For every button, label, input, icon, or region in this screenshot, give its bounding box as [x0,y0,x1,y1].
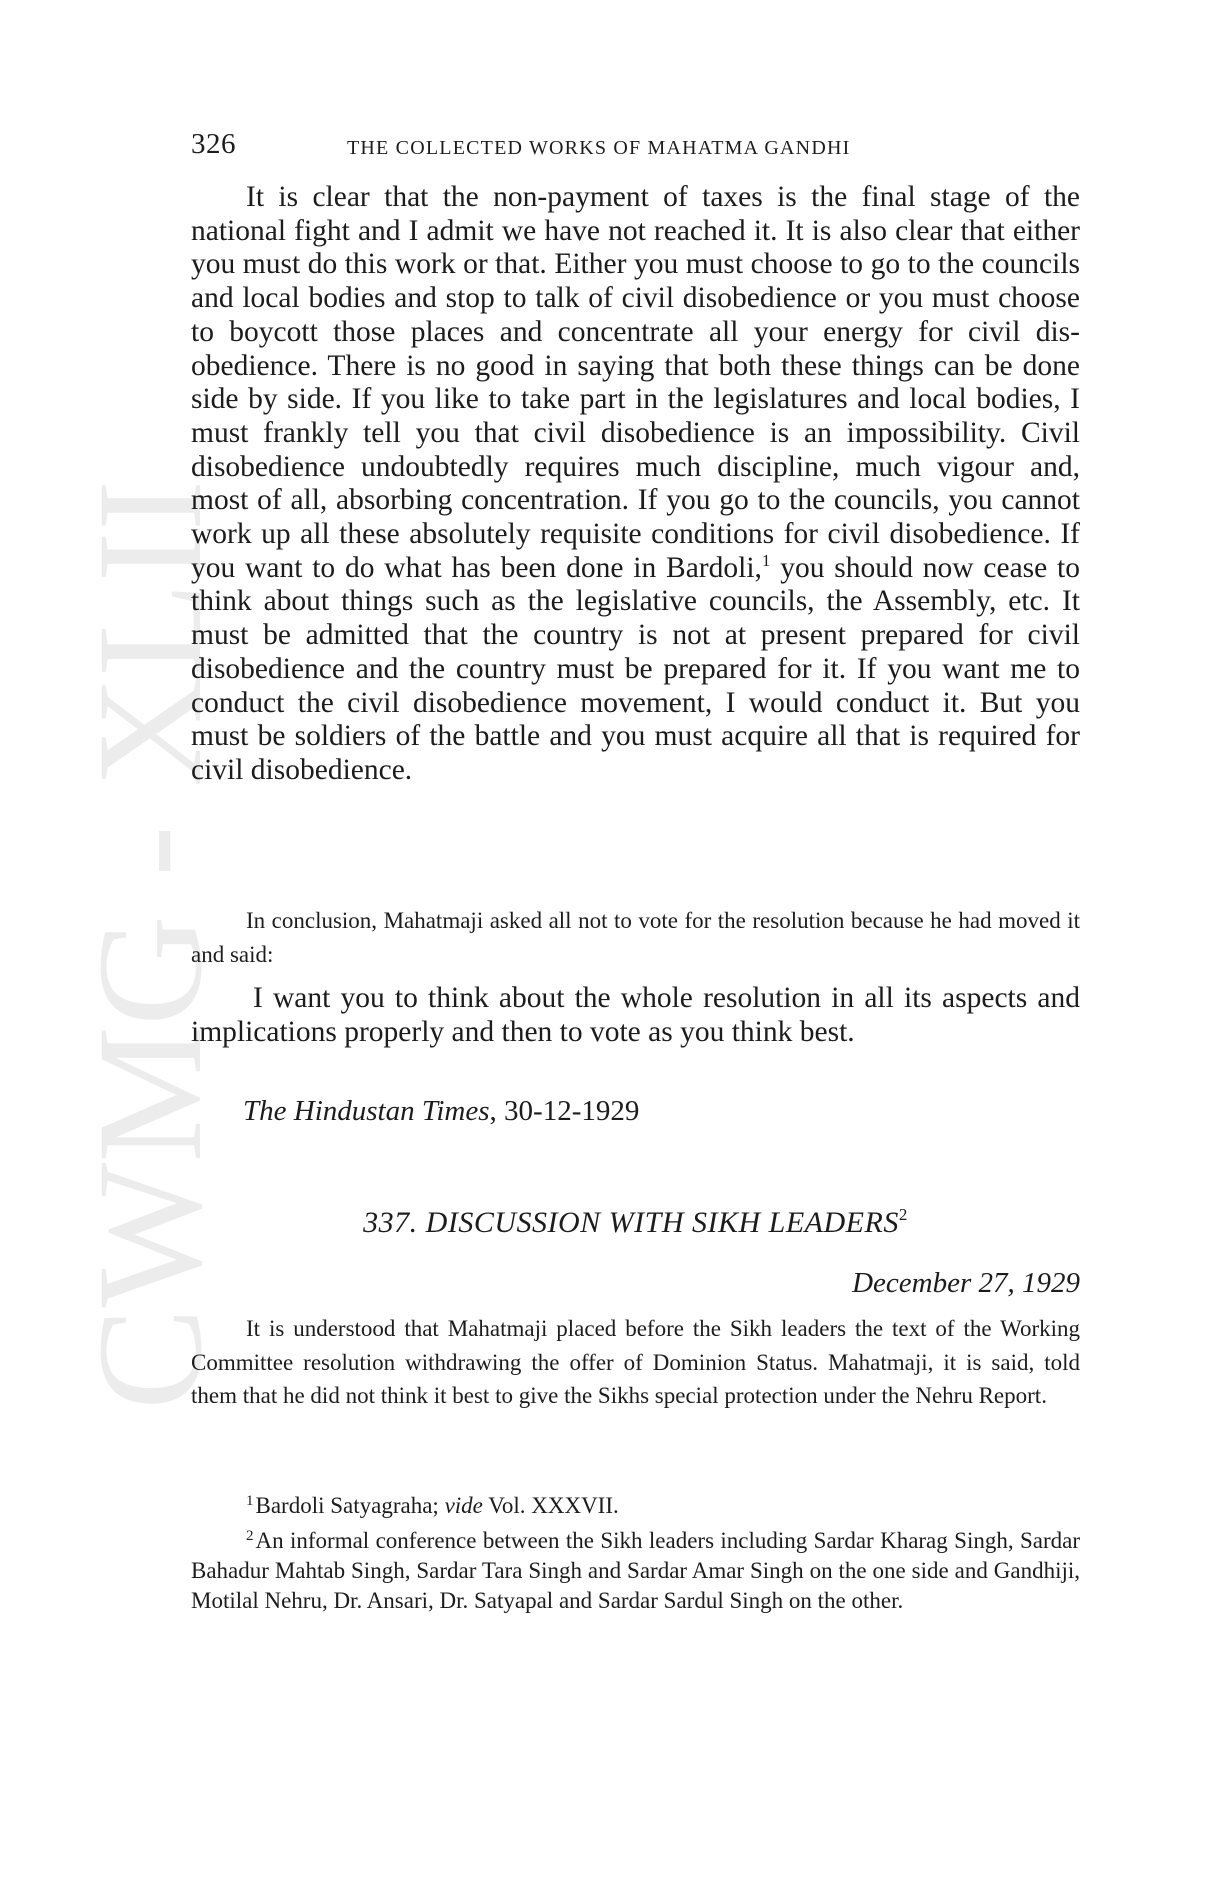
footnote-1-volume: Vol. XXXVII. [482,1493,619,1518]
watermark-text: CWMG XLII [95,501,225,1410]
footnote-2-marker: 2 [246,1528,254,1544]
source-publication: The Hindustan Times [243,1095,490,1127]
speech-paragraph [191,181,1080,788]
source-citation [243,1095,639,1128]
footnote-2 [191,1521,1080,1616]
section-heading-text: 337. DISCUSSION WITH SIKH LEADERS [363,1206,899,1239]
footnote-1-text: Bardoli Satyagraha; [255,1493,445,1518]
running-head [191,128,1080,168]
footnote-1-vide: vide [444,1493,483,1518]
section-paragraph: It is understood that Mahatmaji placed before the Sikh leaders the text of the Working Committee resolution withdrawing the offer of Dominion Status. Mahatmaji, it is said, told them that he did not think it best to give the Sikhs special protection under the Nehru Report. [191,1316,1080,1408]
footnote-1-marker: 1 [246,1493,254,1509]
section-date: December 27, 1929 [852,1267,1080,1299]
source-date: , 30-12-1929 [489,1095,640,1127]
footnote-ref-2: 2 [898,1205,908,1224]
quote-block [191,982,1080,1049]
conclusion-paragraph: In conclusion, Mahatmaji asked all not to vote for the resolution because he had moved it and said: [191,908,1080,967]
section-text [191,1312,1080,1413]
conclusion-text [191,904,1080,971]
footnotes [191,1486,1080,1616]
page-number: 326 [191,128,236,160]
footnote-1 [191,1486,1080,1521]
footnote-ref-1: 1 [761,550,771,570]
speech-text [191,181,1080,788]
footnote-2-text: An informal conference between the Sikh leaders including Sardar Kharag Singh, Sardar Bahadur Mahtab Singh, Sardar Tara Singh and Sardar Amar Singh on the one side and Gandhiji, Motilal Nehru, Dr. Ansari, Dr. Satyapal and Sardar Sardul Singh on the other. [191,1528,1080,1613]
speech-paragraph-part1: It is clear that the non-payment of taxes is the final stage of the national fight and I admit we have not reached it. It is also clear that either you must do this work or that. Either you must choose to go to the councils and local bodies and stop to talk of civil disobedience or you must choose to boycott those places and concentrate all your energy for civil disobedience. There is no good in saying that both these things can be done side by side. If you like to take part in the legislatures and local bodies, I must frankly tell you that civil disobedience is an impossibility. Civil disobedience undoubtedly requires much discipline, much vigour and, most of all, absorbing concentration. If you go to the councils, you cannot work up all these absolutely requisite conditions for civil disobedience. If you want to do what has been done in Bardoli, [191,181,1080,584]
quote-paragraph: I want you to think about the whole resolution in all its aspects and implications properly and then to vote as you think best. [191,982,1080,1048]
running-title: THE COLLECTED WORKS OF MAHATMA GANDHI [347,137,851,159]
speech-paragraph-part2: you should now cease to think about things such as the legislative councils, the Assembly, etc. It must be admitted that the country is not at present prepared for civil disobedience and the country must be prepared for it. If you want me to conduct the civil disobedience movement, I would conduct it. But you must be soldiers of the battle and you must acquire all that is required for civil disobedience. [191,551,1081,786]
section-heading [191,1205,1080,1240]
